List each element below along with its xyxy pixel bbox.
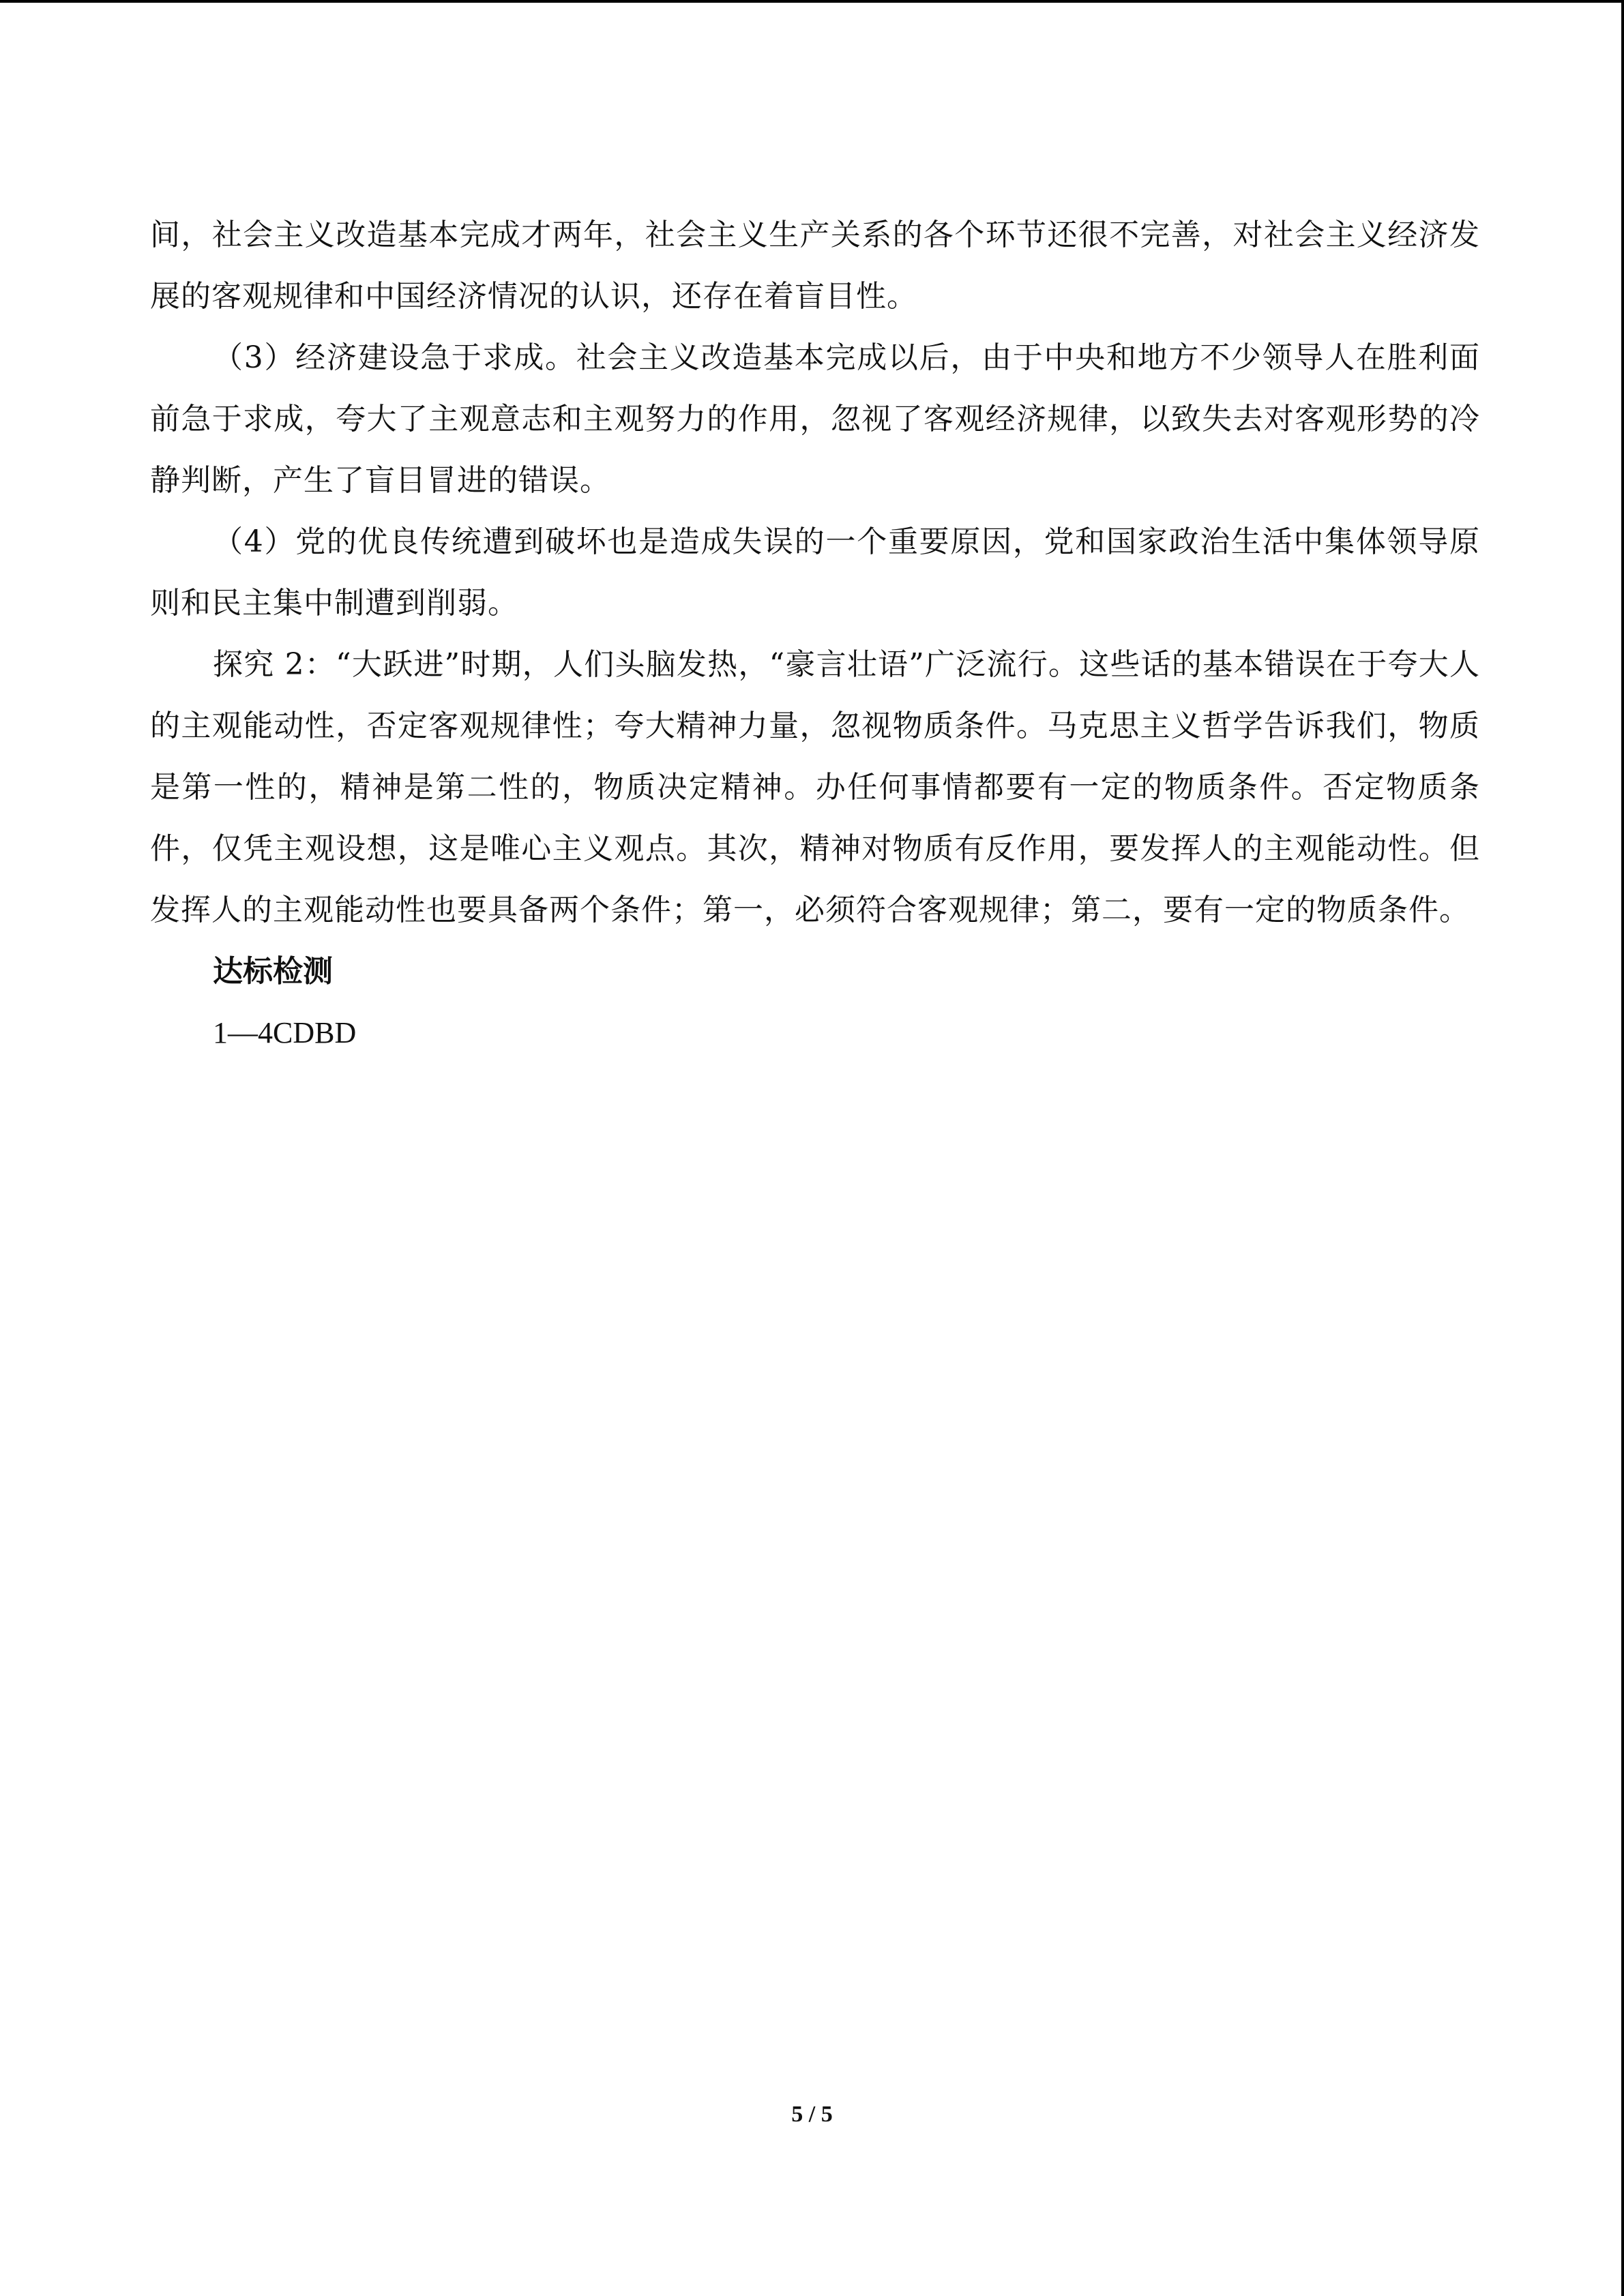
right-border-line xyxy=(1621,0,1624,2296)
answer-key: 1—4CDBD xyxy=(213,1016,357,1049)
document-body xyxy=(150,205,1480,1064)
section-heading: 达标检测 xyxy=(213,954,333,989)
page-number: 5 / 5 xyxy=(791,2102,833,2127)
paragraph-point-3: （3）经济建设急于求成。社会主义改造基本完成以后，由于中央和地方不少领导人在胜利面前急于求成，夸大了主观意志和主观努力的作用，忽视了客观经济规律，以致失去对客观形势的冷静判断，产生了盲目冒进的错误。 xyxy=(150,340,1480,498)
paragraph-point-4: （4）党的优良传统遭到破坏也是造成失误的一个重要原因，党和国家政治生活中集体领导原则和民主集中制遭到削弱。 xyxy=(150,524,1480,621)
paragraph-continuation: 间，社会主义改造基本完成才两年，社会主义生产关系的各个环节还很不完善，对社会主义经济发展的客观规律和中国经济情况的认识，还存在着盲目性。 xyxy=(150,218,1480,314)
paragraph-explore-2: 探究 2：“大跃进”时期，人们头脑发热，“豪言壮语”广泛流行。这些话的基本错误在于夸大人的主观能动性，否定客观规律性；夸大精神力量，忽视物质条件。马克思主义哲学告诉我们，物质是第一性的，精神是第二性的，物质决定精神。办任何事情都要有一定的物质条件。否定物质条件，仅凭主观设想，这是唯心主义观点。其次，精神对物质有反作用，要发挥人的主观能动性。但发挥人的主观能动性也要具备两个条件；第一，必须符合客观规律；第二，要有一定的物质条件。 xyxy=(150,647,1480,927)
top-border-line xyxy=(0,0,1624,3)
